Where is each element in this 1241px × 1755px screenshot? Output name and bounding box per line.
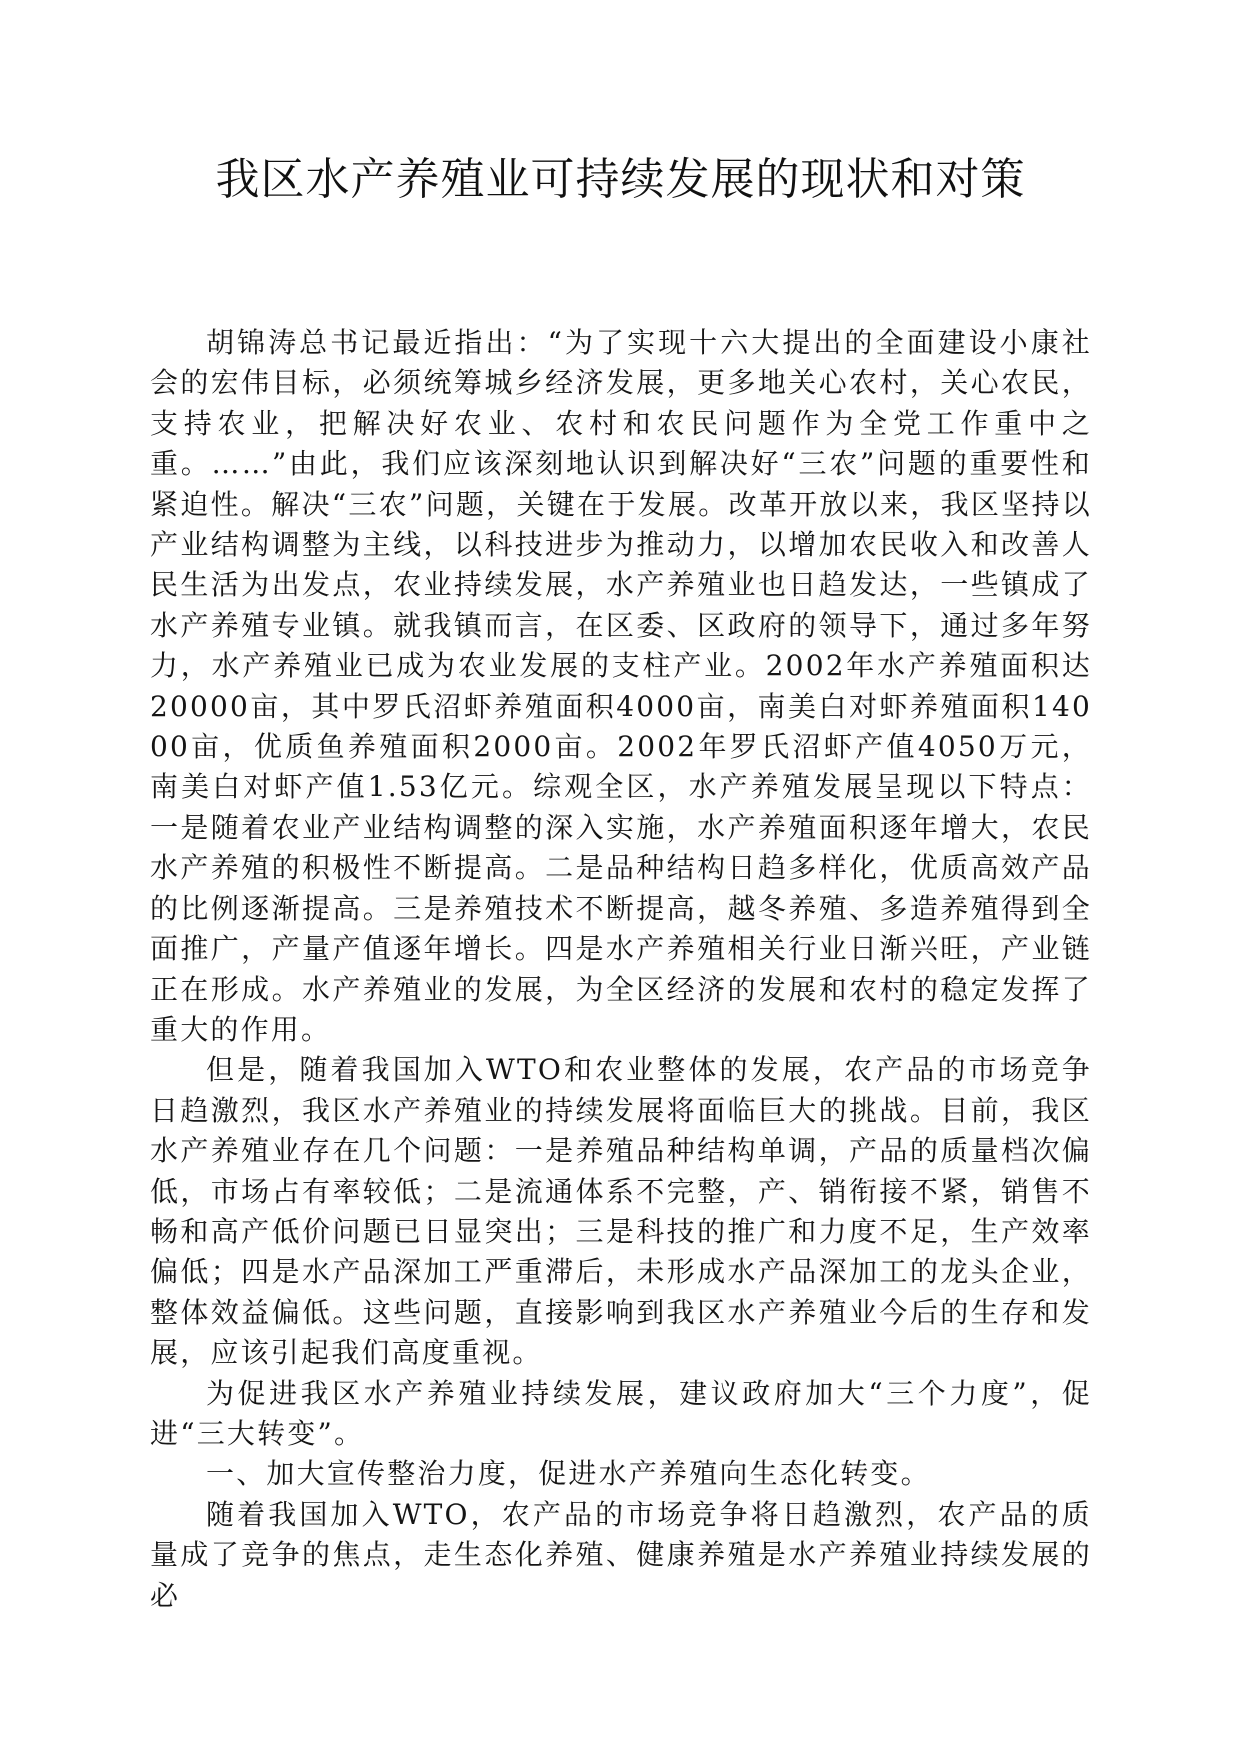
paragraph-intro: 胡锦涛总书记最近指出：“为了实现十六大提出的全面建设小康社会的宏伟目标，必须统筹城乡经济发展，更多地关心农村，关心农民，支持农业，把解决好农业、农村和农民问题作为全党工作重中之重。……”由此，我们应该深刻地认识到解决好“三农”问题的重要性和紧迫性。解决“三农”问题，关键在于发展。改革开放以来，我区坚持以产业结构调整为主线，以科技进步为推动力，以增加农民收入和改善人民生活为出发点，农业持续发展，水产养殖业也日趋发达，一些镇成了水产养殖专业镇。就我镇而言，在区委、区政府的领导下，通过多年努力，水产养殖业已成为农业发展的支柱产业。2002年水产养殖面积达20000亩，其中罗氏沼虾养殖面积4000亩，南美白对虾养殖面积14000亩，优质鱼养殖面积2000亩。2002年罗氏沼虾产值4050万元，南美白对虾产值1.53亿元。综观全区，水产养殖发展呈现以下特点：一是随着农业产业结构调整的深入实施，水产养殖面积逐年增大，农民水产养殖的积极性不断提高。二是品种结构日趋多样化，优质高效产品的比例逐渐提高。三是养殖技术不断提高，越冬养殖、多造养殖得到全面推广，产量产值逐年增长。四是水产养殖相关行业日渐兴旺，产业链正在形成。水产养殖业的发展，为全区经济的发展和农村的稳定发挥了重大的作用。 bbox=[150, 326, 1092, 1046]
document-body bbox=[150, 323, 1092, 1616]
paragraph-section-1: 随着我国加入WTO，农产品的市场竞争将日趋激烈，农产品的质量成了竞争的焦点，走生态化养殖、健康养殖是水产养殖业持续发展的必 bbox=[150, 1497, 1092, 1612]
paragraph-challenges: 但是，随着我国加入WTO和农业整体的发展，农产品的市场竞争日趋激烈，我区水产养殖业的持续发展将面临巨大的挑战。目前，我区水产养殖业存在几个问题：一是养殖品种结构单调，产品的质量档次偏低，市场占有率较低；二是流通体系不完整，产、销衔接不紧，销售不畅和高产低价问题已日显突出；三是科技的推广和力度不足，生产效率偏低；四是水产品深加工严重滞后，未形成水产品深加工的龙头企业，整体效益偏低。这些问题，直接影响到我区水产养殖业今后的生存和发展，应该引起我们高度重视。 bbox=[150, 1053, 1092, 1370]
paragraph-proposal: 为促进我区水产养殖业持续发展，建议政府加大“三个力度”，促进“三大转变”。 bbox=[150, 1376, 1092, 1450]
document-title: 我区水产养殖业可持续发展的现状和对策 bbox=[215, 154, 1026, 205]
section-heading-1: 一、加大宣传整治力度，促进水产养殖向生态化转变。 bbox=[206, 1457, 931, 1491]
